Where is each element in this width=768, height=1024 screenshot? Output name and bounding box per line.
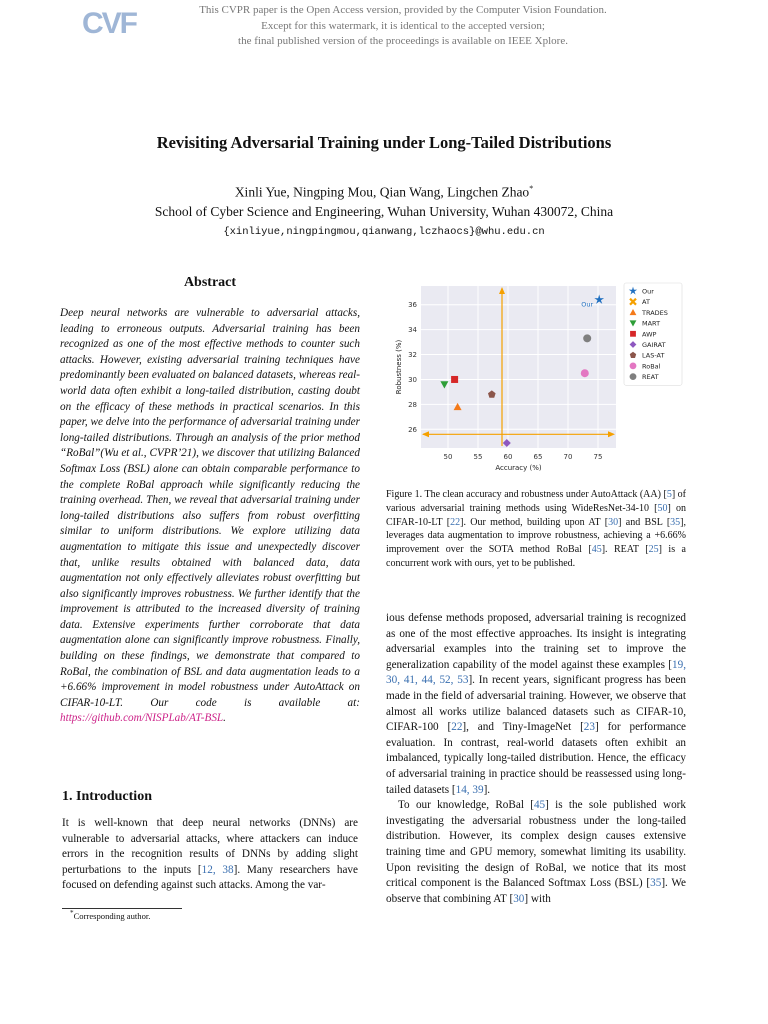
body-text: To our knowledge, RoBal [ bbox=[398, 799, 534, 812]
citation-link[interactable]: 30 bbox=[513, 892, 525, 905]
citation-link[interactable]: 50 bbox=[657, 502, 668, 514]
watermark-line: Except for this watermark, it is identical to the accepted version; bbox=[261, 19, 545, 32]
legend-marker bbox=[630, 373, 637, 380]
y-tick-label: 28 bbox=[408, 400, 417, 409]
corresponding-mark: * bbox=[529, 184, 534, 193]
y-axis-label: Robustness (%) bbox=[395, 339, 403, 395]
legend-marker bbox=[630, 331, 636, 337]
body-text: ]. bbox=[483, 783, 491, 796]
y-tick-label: 36 bbox=[408, 301, 417, 310]
body-text: ]. In recent years, significant progress has been made in the field of adversarial training. However, we observe that almost all works utilize balanced datasets such as CIFAR-10, CIFAR-100 [ bbox=[386, 674, 686, 734]
caption-text: ] is a concurrent work with ours, yet to be published. bbox=[386, 544, 686, 569]
citation-link[interactable]: 22 bbox=[451, 721, 463, 734]
abstract-text bbox=[60, 306, 360, 727]
citation-link[interactable]: 19, 30, 41, 44, 52, 53 bbox=[386, 658, 686, 687]
legend-label: MART bbox=[642, 319, 661, 328]
cvf-logo: CVF bbox=[82, 7, 136, 40]
section-heading-introduction: 1. Introduction bbox=[62, 789, 152, 804]
introduction-text bbox=[62, 816, 358, 894]
y-tick-label: 34 bbox=[408, 326, 417, 335]
citation-link[interactable]: 45 bbox=[533, 799, 546, 812]
body-text: ious defense methods proposed, adversarial training is recognized as one of the most effective approaches. Its insight is integrating adversarial examples into the training set to improve the generalization capability of the model against these examples [ bbox=[386, 612, 686, 671]
footnote-mark: * bbox=[70, 909, 74, 917]
x-tick-label: 60 bbox=[503, 453, 513, 461]
citation-link[interactable]: 25 bbox=[648, 544, 659, 556]
x-tick-label: 55 bbox=[473, 453, 483, 461]
data-point-awp bbox=[451, 376, 458, 383]
citation-link[interactable]: 5 bbox=[666, 489, 672, 500]
abstract-end: . bbox=[223, 712, 226, 725]
footnote-text: Corresponding author. bbox=[73, 910, 151, 921]
citation-link[interactable]: 12, 38 bbox=[201, 863, 234, 876]
caption-text: ]. Our method, building upon AT [ bbox=[460, 516, 609, 528]
caption-text: ], leverages data augmentation to improve robustness, achieving a +6.66% improvement over the SOTA method RoBal [ bbox=[386, 516, 687, 556]
citation-link[interactable]: 35 bbox=[670, 516, 681, 528]
data-point-robal bbox=[581, 369, 589, 377]
legend-label: REAT bbox=[642, 373, 659, 382]
x-tick-label: 75 bbox=[593, 453, 603, 461]
watermark-line: the final published version of the proceedings is available on IEEE Xplore. bbox=[238, 35, 568, 47]
legend-marker bbox=[630, 363, 637, 370]
body-text: ]. We observe that combining AT [ bbox=[386, 877, 686, 905]
legend-label: AWP bbox=[642, 330, 657, 339]
our-annotation: Our bbox=[581, 300, 594, 309]
open-access-watermark bbox=[170, 3, 636, 50]
intro-text-b: ]. Many researchers have focused on defending against such attacks. Among the var- bbox=[62, 863, 358, 892]
paper-title: Revisiting Adversarial Training under Long-Tailed Distributions bbox=[156, 133, 612, 152]
legend-label: Our bbox=[642, 287, 654, 296]
citation-link[interactable]: 22 bbox=[450, 516, 461, 528]
x-tick-label: 70 bbox=[563, 453, 573, 461]
y-tick-label: 26 bbox=[408, 425, 417, 434]
caption-text: ] of various adversarial training methods using WideResNet-34-10 [ bbox=[386, 489, 686, 514]
citation-link[interactable]: 14, 39 bbox=[455, 783, 484, 796]
intro-text-a: It is well-known that deep neural networks (DNNs) are vulnerable to adversarial attacks, where attackers can induce errors in the recognition results of DNNs by adding slight perturbations to the inputs [ bbox=[62, 817, 358, 876]
body-text: ] is the sole published work investigating the adversarial robustness under the long-tailed distribution. However, its complex design causes extensive training time and GPU memory, somewhat limiting its usability. Upon revisiting the design of RoBal, we notice that its most critical component is the Balanced Softmax Loss (BSL) [ bbox=[386, 799, 686, 890]
data-point-reat bbox=[583, 334, 591, 342]
y-tick-label: 30 bbox=[408, 375, 417, 384]
affiliation: School of Cyber Science and Engineering, Wuhan University, Wuhan 430072, China bbox=[154, 204, 614, 219]
body-text: ], and Tiny-ImageNet [ bbox=[462, 721, 584, 734]
caption-text: ]. REAT [ bbox=[601, 544, 649, 556]
caption-text: ] and BSL [ bbox=[618, 516, 671, 528]
author-list bbox=[60, 184, 708, 201]
citation-link[interactable]: 23 bbox=[583, 721, 595, 734]
right-column-text bbox=[386, 611, 686, 907]
y-tick-label: 32 bbox=[408, 351, 417, 360]
code-link[interactable]: https://github.com/NISPLab/AT-BSL bbox=[60, 712, 224, 725]
paragraph bbox=[386, 798, 686, 907]
legend-label: RoBal bbox=[642, 362, 661, 371]
x-tick-label: 50 bbox=[443, 453, 453, 461]
caption-text: Figure 1. The clean accuracy and robustness under AutoAttack (AA) [ bbox=[386, 489, 667, 500]
legend-label: AT bbox=[642, 298, 650, 307]
plot-background bbox=[421, 286, 616, 448]
figure-caption bbox=[386, 488, 686, 571]
citation-link[interactable]: 45 bbox=[591, 544, 602, 556]
x-tick-label: 65 bbox=[533, 453, 543, 461]
abstract-body-text: Deep neural networks are vulnerable to adversarial attacks, leading to erroneous outputs. Adversarial training has been recognized as one of the most effective methods to counter such attacks. However, existing adversarial training techniques have predominantly been evaluated on balanced datasets, whereas real-world data often exhibit a long-tailed distribution, casting doubt on the efficacy of these methods in practical scenarios. In this paper, we delve into the performance of adversarial training under long-tailed distributions. Through an analysis of the prior method “RoBal”(Wu et al., CVPR’21), we discover that utilizing Balanced Softmax Loss (BSL) alone can obtain comparable performance to the complete RoBal approach while significantly reducing the training overhead. Then, we reveal that adversarial training under long-tailed distributions also suffers from robust overfitting similar to uniform distributions. We explore utilizing data augmentation to mitigate this issue and unexpectedly discover that, unlike results obtained with balanced data, data augmentation not only effectively alleviates robust overfitting but also significantly improves robustness. We further identify that the improvement is attributed to the increased diversity of training data. Extensive experiments further corroborate that data augmentation alone can significantly improve robustness. Finally, building on these findings, we demonstrate that compared to RoBal, the combination of BSL and data augmentation leads to a +6.66% improvement in model robustness under AutoAttack on CIFAR-10-LT. Our code is available at: bbox=[60, 307, 360, 709]
author-emails[interactable]: {xinliyue,ningpingmou,qianwang,lczhaocs}@whu.edu.cn bbox=[223, 226, 545, 238]
paragraph bbox=[386, 611, 686, 798]
authors-text: Xinli Yue, Ningping Mou, Qian Wang, Lingchen Zhao bbox=[234, 184, 530, 200]
abstract-heading: Abstract bbox=[183, 275, 237, 290]
body-text: ] for performance evaluation. In contrast, real-world datasets often exhibit an imbalanced, typically long-tailed distribution. Hence, the efficacy of adversarial training in practice should be reassessed using long-tailed datasets [ bbox=[386, 721, 687, 796]
legend-label: TRADES bbox=[642, 308, 668, 317]
scatter-chart bbox=[386, 278, 686, 488]
body-text: ] with bbox=[524, 892, 551, 905]
legend-label: GAIRAT bbox=[642, 341, 666, 349]
citation-link[interactable]: 35 bbox=[650, 877, 662, 890]
legend-label: LAS-AT bbox=[642, 351, 665, 360]
watermark-line: This CVPR paper is the Open Access version, provided by the Computer Vision Foundation. bbox=[199, 4, 607, 16]
caption-text: ] on CIFAR-10-LT [ bbox=[386, 502, 686, 528]
footnote bbox=[70, 909, 150, 921]
citation-link[interactable]: 30 bbox=[608, 516, 619, 528]
x-axis-label: Accuracy (%) bbox=[495, 464, 542, 472]
